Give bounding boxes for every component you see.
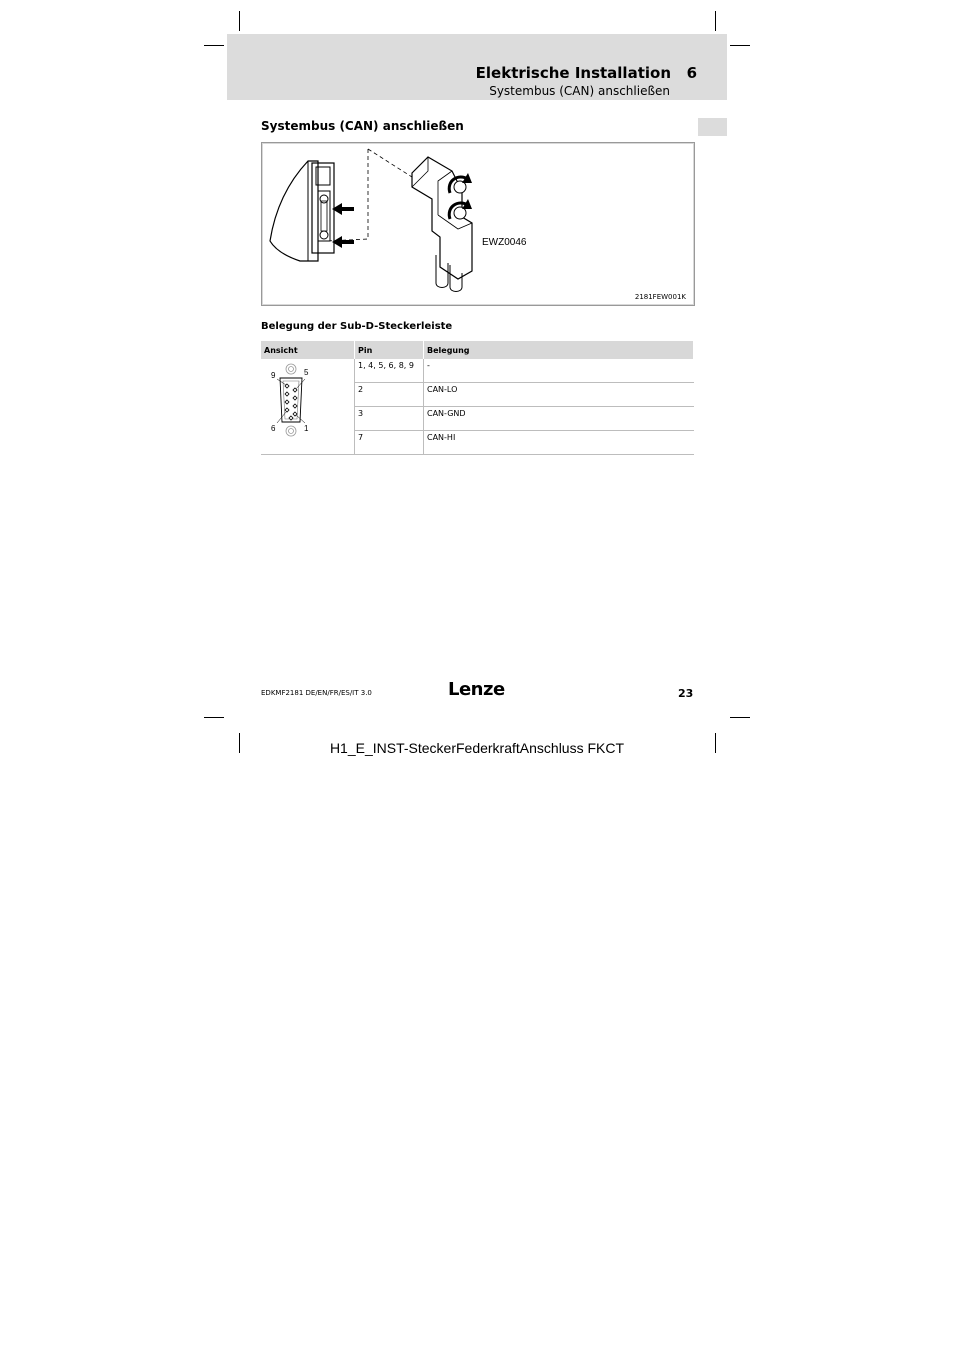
pin-assignment-table [261,341,694,455]
lenze-logo: Lenze [448,679,505,700]
figure-code: 2181FEW001K [634,293,686,301]
chapter-number: 6 [686,64,697,82]
crop-mark [239,11,240,31]
pin-cell: 1, 4, 5, 6, 8, 9 [355,359,424,383]
pin-cell: 7 [355,431,424,455]
crop-mark [204,45,224,46]
crop-mark [730,717,750,718]
can-connector-illustration [262,143,694,305]
chapter-title: Elektrische Installation [475,64,671,82]
assignment-cell: CAN-HI [424,431,694,455]
sub-d-connector-icon [261,359,353,443]
assignment-cell: CAN-LO [424,383,694,407]
document-id: EDKMF2181 DE/EN/FR/ES/IT 3.0 [261,689,372,697]
table-header-row [261,341,694,359]
pin-label-9: 9 [271,371,276,380]
table-row [261,359,694,383]
pin-cell: 2 [355,383,424,407]
column-header: Belegung [424,341,694,359]
file-name-caption: H1_E_INST-SteckerFederkraftAnschluss FKCT [329,740,625,756]
page-header [227,34,727,100]
sub-d-view-cell [261,359,355,455]
assignment-cell: - [424,359,694,383]
crop-mark [204,717,224,718]
pin-cell: 3 [355,407,424,431]
crop-mark [730,45,750,46]
part-label: EWZ0046 [482,237,527,248]
pin-label-5: 5 [304,368,309,377]
chapter-subtitle: Systembus (CAN) anschließen [489,84,670,98]
connection-figure [261,142,695,306]
column-header: Pin [355,341,424,359]
section-heading: Systembus (CAN) anschließen [261,119,464,133]
chapter-tab-marker [698,118,727,136]
pin-label-6: 6 [271,424,276,433]
column-header: Ansicht [261,341,355,359]
assignment-cell: CAN-GND [424,407,694,431]
crop-mark [715,11,716,31]
page-number: 23 [678,687,694,700]
pin-label-1: 1 [304,424,309,433]
pin-table-heading: Belegung der Sub-D-Steckerleiste [261,321,453,332]
